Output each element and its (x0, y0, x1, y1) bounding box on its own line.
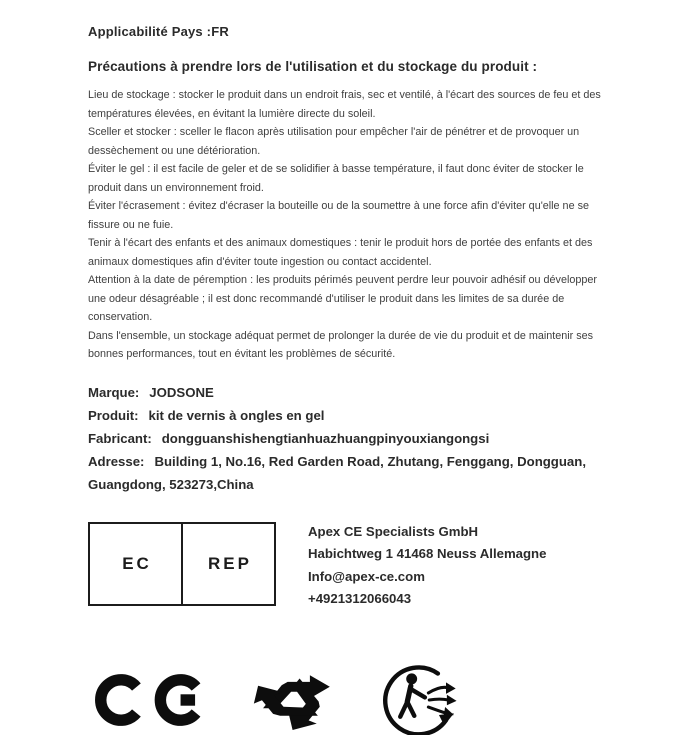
brand-value: JODSONE (149, 384, 214, 400)
applicability-heading: Applicabilité Pays :FR (88, 24, 229, 39)
recycling-icon (245, 667, 342, 733)
address-line (88, 450, 628, 496)
triman-logo-icon (380, 661, 468, 735)
precautions-text (88, 86, 615, 364)
product-label: Produit: (88, 407, 139, 423)
manufacturer-label: Fabricant: (88, 430, 152, 446)
brand-line (88, 381, 628, 404)
brand-label: Marque: (88, 384, 140, 400)
ce-mark-icon (95, 674, 207, 726)
product-value: kit de vernis à ongles en gel (148, 407, 325, 423)
precaution-paragraph: Dans l'ensemble, un stockage adéquat permet de prolonger la durée de vie du produit et de maintenir ses bonnes performances, tout en évitant les problèmes de sécurité. (88, 329, 594, 360)
address-value: Building 1, No.16, Red Garden Road, Zhutang, Fenggang, Dongguan, Guangdong, 523273,China (88, 453, 586, 492)
precaution-paragraph: Lieu de stockage : stocker le produit dans un endroit frais, sec et ventilé, à l'écart des sources de feu et des températures élevées, en évitant la lumière directe du soleil. (88, 89, 601, 120)
eu-representative-address (308, 522, 546, 613)
product-line (88, 404, 628, 427)
representative-name: Apex CE Specialists GmbH (308, 523, 479, 539)
manufacturer-value: dongguanshishengtianhuazhuangpinyouxiangongsi (161, 430, 490, 446)
precaution-paragraph: Éviter le gel : il est facile de geler et de se solidifier à basse température, il faut donc éviter de stocker le produit dans un environnement froid. (88, 163, 584, 194)
address-label: Adresse: (88, 453, 145, 469)
representative-phone: +4921312066043 (308, 591, 412, 606)
representative-street: Habichtweg 1 41468 Neuss Allemagne (308, 546, 547, 561)
ec-rep-section (88, 522, 623, 613)
rep-cell: REP (181, 524, 274, 604)
manufacturer-line (88, 427, 628, 450)
representative-email: Info@apex-ce.com (308, 568, 425, 584)
compliance-symbols (95, 661, 623, 735)
ec-rep-symbol (88, 522, 276, 606)
precaution-paragraph: Attention à la date de péremption : les produits périmés peuvent perdre leur pouvoir adhésif ou développer une odeur désagréable ; il est donc recommandé d'utiliser le produit dans les limites de sa durée de conservation. (88, 274, 597, 323)
ec-cell: EC (122, 553, 152, 573)
product-info (88, 381, 628, 496)
precaution-paragraph: Éviter l'écrasement : évitez d'écraser la bouteille ou de la soumettre à une force afin d'éviter qu'elle ne se fissure ou ne fuie. (88, 200, 589, 231)
precaution-paragraph: Tenir à l'écart des enfants et des animaux domestiques : tenir le produit hors de portée des enfants et des animaux domestiques afin d'éviter toute ingestion ou contact accidentel. (88, 237, 593, 268)
precautions-heading: Précautions à prendre lors de l'utilisation et du stockage du produit : (88, 59, 538, 74)
precaution-paragraph: Sceller et stocker : sceller le flacon après utilisation pour empêcher l'air de pénétrer et de provoquer un dessèchement ou une détérioration. (88, 126, 580, 157)
